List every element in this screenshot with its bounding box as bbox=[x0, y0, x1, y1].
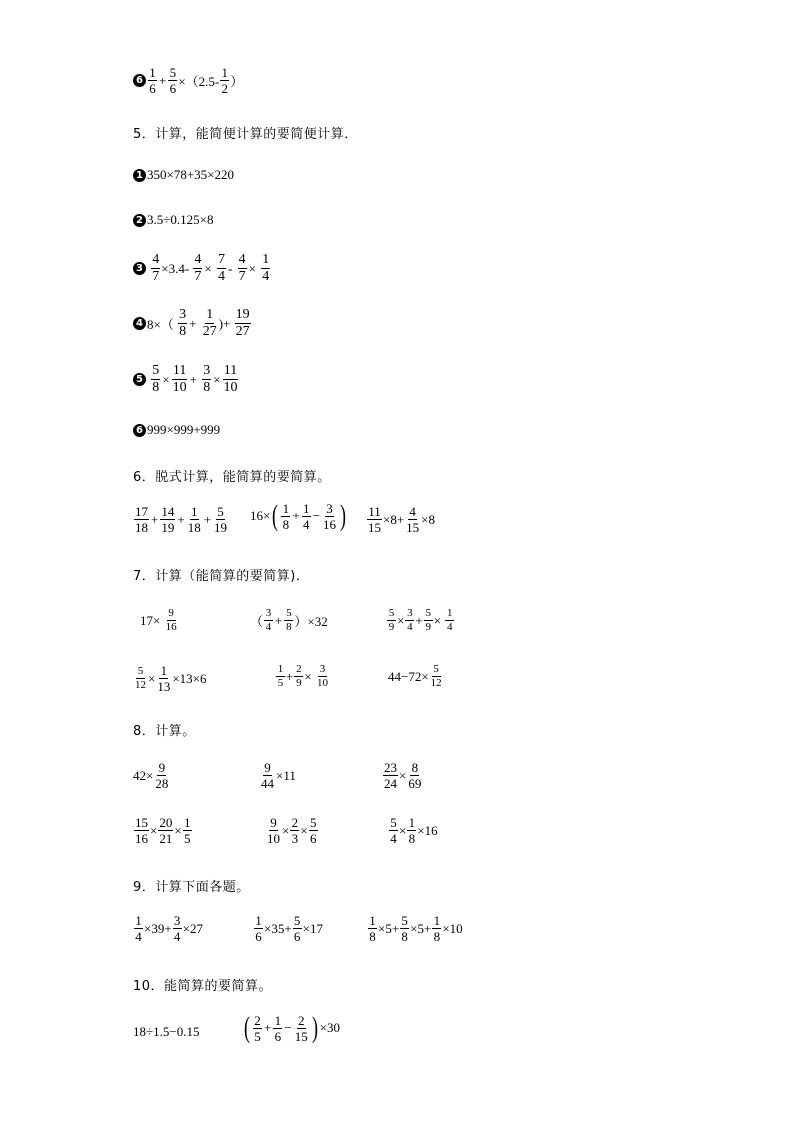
fraction: $\frac{1}{8}$ bbox=[408, 815, 416, 846]
fraction: $\frac{3}{8}$ bbox=[179, 307, 187, 339]
q5-item-1: 1 350×78+35×220 bbox=[133, 167, 234, 183]
fraction: $\frac{5}{12}$ bbox=[430, 663, 442, 689]
fraction: $\frac{1}{4}$ bbox=[135, 913, 142, 944]
q8-expr-6: $\frac{5}{4}$ × $\frac{1}{8}$ ×16 bbox=[390, 815, 438, 846]
q8-expr-4: $\frac{15}{16}$ × $\frac{20}{21}$ × $\frac{1}{5}$ bbox=[135, 815, 191, 846]
fraction: $\frac{5}{4}$ bbox=[390, 815, 397, 846]
q7-expr-1: 17× $\frac{9}{16}$ bbox=[140, 607, 177, 633]
q10-expr-2: ( $\frac{2}{5}$ + $\frac{1}{6}$ − $\frac{2}{15}$ ) ×30 bbox=[244, 1011, 341, 1044]
fraction: $\frac{19}{27}$ bbox=[235, 307, 250, 339]
q7-expr-4: $\frac{5}{12}$ × $\frac{1}{13}$ ×13×6 bbox=[135, 663, 207, 694]
q7-expr-6: 44−72× $\frac{5}{12}$ bbox=[388, 663, 442, 689]
fraction: $\frac{1}{8}$ bbox=[433, 913, 441, 944]
fraction: $\frac{2}{9}$ bbox=[296, 663, 302, 689]
fraction: $\frac{5}{6}$ bbox=[293, 913, 301, 944]
fraction: $\frac{3}{4}$ bbox=[407, 607, 413, 633]
fraction: $\frac{2}{15}$ bbox=[294, 1012, 308, 1044]
circled-number: 4 bbox=[133, 317, 146, 330]
fraction: $\frac{9}{16}$ bbox=[165, 607, 177, 633]
q6-expr-1: $\frac{17}{18}$ + $\frac{14}{19}$ + $\frac{1}{18}$ + $\frac{5}{19}$ bbox=[135, 504, 228, 535]
fraction: $\frac{5}{8}$ bbox=[401, 913, 408, 944]
q5-item-3: 3 $\frac{4}{7}$ ×3.4- $\frac{4}{7}$ × $\frac{7}{4}$ - $\frac{4}{7}$ × $\frac{1}{4}$ bbox=[133, 253, 271, 284]
circled-number: 1 bbox=[133, 169, 146, 182]
fraction: $\frac{5}{9}$ bbox=[425, 607, 431, 633]
q6-expr-3: $\frac{11}{15}$ ×8+ $\frac{4}{15}$ ×8 bbox=[368, 504, 436, 535]
fraction: $\frac{1}{13}$ bbox=[157, 663, 171, 694]
fraction: $\frac{5}{9}$ bbox=[388, 607, 395, 633]
fraction: $\frac{5}{19}$ bbox=[214, 504, 228, 535]
fraction: $\frac{11}{10}$ bbox=[172, 363, 187, 395]
fraction: $\frac{2}{3}$ bbox=[291, 815, 299, 846]
fraction: $\frac{5}{6}$ bbox=[169, 65, 177, 96]
fraction: $\frac{3}{4}$ bbox=[265, 607, 272, 633]
fraction: $\frac{5}{6}$ bbox=[309, 815, 317, 846]
fraction: $\frac{1}{4}$ bbox=[302, 500, 310, 532]
circled-number: 3 bbox=[133, 262, 146, 275]
fraction: $\frac{1}{6}$ bbox=[255, 913, 262, 944]
q9-expr-1: $\frac{1}{4}$ ×39+ $\frac{3}{4}$ ×27 bbox=[135, 913, 204, 944]
circled-number: 2 bbox=[133, 214, 146, 227]
q9-expr-2: $\frac{1}{6}$ ×35+ $\frac{5}{6}$ ×17 bbox=[255, 913, 324, 944]
q7-expr-2: （ $\frac{3}{4}$ + $\frac{5}{8}$ ）×32 bbox=[250, 607, 328, 633]
fraction: $\frac{1}{6}$ bbox=[149, 65, 156, 96]
fraction: $\frac{3}{4}$ bbox=[173, 913, 181, 944]
fraction: $\frac{4}{7}$ bbox=[152, 252, 160, 284]
q7-expr-5: $\frac{1}{5}$ + $\frac{2}{9}$ × $\frac{3}{10}$ bbox=[277, 663, 328, 689]
q5-item-5: 5 $\frac{5}{8}$ × $\frac{11}{10}$ + $\frac{3}{8}$ × $\frac{11}{10}$ bbox=[133, 364, 240, 395]
q8-expr-5: $\frac{9}{10}$ × $\frac{2}{3}$ × $\frac{5}{6}$ bbox=[267, 815, 317, 846]
q8-expr-1: 42× $\frac{9}{28}$ bbox=[133, 760, 169, 791]
question-5-title: 5．计算，能简便计算的要简便计算． bbox=[133, 127, 358, 142]
fraction: $\frac{2}{5}$ bbox=[254, 1012, 261, 1044]
fraction: $\frac{8}{69}$ bbox=[408, 760, 422, 791]
fraction: $\frac{9}{44}$ bbox=[261, 760, 274, 791]
fraction: $\frac{1}{8}$ bbox=[282, 500, 290, 532]
fraction: $\frac{3}{8}$ bbox=[203, 363, 211, 395]
fraction: $\frac{4}{7}$ bbox=[238, 252, 246, 284]
question-9-title: 9．计算下面各题。 bbox=[133, 880, 250, 895]
q8-expr-3: $\frac{23}{24}$ × $\frac{8}{69}$ bbox=[384, 760, 422, 791]
fraction: $\frac{14}{19}$ bbox=[161, 504, 175, 535]
q4-item-6: 6 $\frac{1}{6}$ + $\frac{5}{6}$ ×（2.5- $\frac{1}{2}$ ） bbox=[133, 66, 243, 95]
question-6-title: 6．脱式计算，能简算的要简算。 bbox=[133, 470, 331, 485]
fraction: $\frac{23}{24}$ bbox=[384, 760, 397, 791]
q7-expr-3: $\frac{5}{9}$ × $\frac{3}{4}$ + $\frac{5}{9}$ × $\frac{1}{4}$ bbox=[388, 607, 453, 633]
fraction: $\frac{1}{8}$ bbox=[369, 913, 376, 944]
fraction: $\frac{4}{7}$ bbox=[194, 252, 202, 284]
fraction: $\frac{3}{16}$ bbox=[323, 500, 337, 532]
q6-expr-2: 16× ( $\frac{1}{8}$ + $\frac{1}{4}$ − $\frac{3}{16}$ ) bbox=[250, 499, 347, 532]
q9-expr-3: $\frac{1}{8}$ ×5+ $\frac{5}{8}$ ×5+ $\frac{1}{8}$ ×10 bbox=[369, 913, 463, 944]
q10-expr-1: 18÷1.5−0.15 bbox=[133, 1024, 200, 1039]
fraction: $\frac{1}{6}$ bbox=[274, 1012, 282, 1044]
fraction: $\frac{5}{8}$ bbox=[152, 363, 160, 395]
fraction: $\frac{1}{4}$ bbox=[262, 252, 270, 284]
fraction: $\frac{1}{4}$ bbox=[447, 607, 453, 633]
fraction: $\frac{5}{8}$ bbox=[286, 607, 292, 633]
fraction: $\frac{11}{15}$ bbox=[368, 504, 381, 535]
fraction: $\frac{1}{2}$ bbox=[221, 65, 229, 96]
q5-item-4: 4 8×（ $\frac{3}{8}$ + $\frac{1}{27}$ )+ $\frac{19}{27}$ bbox=[133, 308, 252, 339]
fraction: $\frac{9}{10}$ bbox=[267, 815, 280, 846]
circled-number: 6 bbox=[133, 424, 146, 437]
question-7-title: 7．计算（能简算的要简算)． bbox=[133, 569, 310, 584]
circled-number: 5 bbox=[133, 373, 146, 386]
circled-number: 6 bbox=[133, 74, 146, 87]
q8-expr-2: $\frac{9}{44}$ ×11 bbox=[261, 760, 296, 791]
fraction: $\frac{1}{5}$ bbox=[277, 663, 284, 689]
fraction: $\frac{1}{27}$ bbox=[202, 307, 217, 339]
q5-item-2: 2 3.5÷0.125×8 bbox=[133, 212, 213, 228]
fraction: $\frac{20}{21}$ bbox=[159, 815, 173, 846]
fraction: $\frac{11}{10}$ bbox=[223, 363, 238, 395]
fraction: $\frac{17}{18}$ bbox=[135, 504, 148, 535]
fraction: $\frac{1}{5}$ bbox=[183, 815, 191, 846]
fraction: $\frac{15}{16}$ bbox=[135, 815, 148, 846]
fraction: $\frac{5}{12}$ bbox=[135, 665, 146, 691]
q5-item-6: 6 999×999+999 bbox=[133, 422, 220, 438]
fraction: $\frac{4}{15}$ bbox=[406, 504, 420, 535]
fraction: $\frac{7}{4}$ bbox=[218, 252, 226, 284]
question-10-title: 10．能简算的要简算。 bbox=[133, 979, 273, 994]
question-8-title: 8．计算。 bbox=[133, 724, 196, 739]
fraction: $\frac{3}{10}$ bbox=[316, 663, 328, 689]
fraction: $\frac{9}{28}$ bbox=[155, 760, 169, 791]
fraction: $\frac{1}{18}$ bbox=[187, 504, 201, 535]
